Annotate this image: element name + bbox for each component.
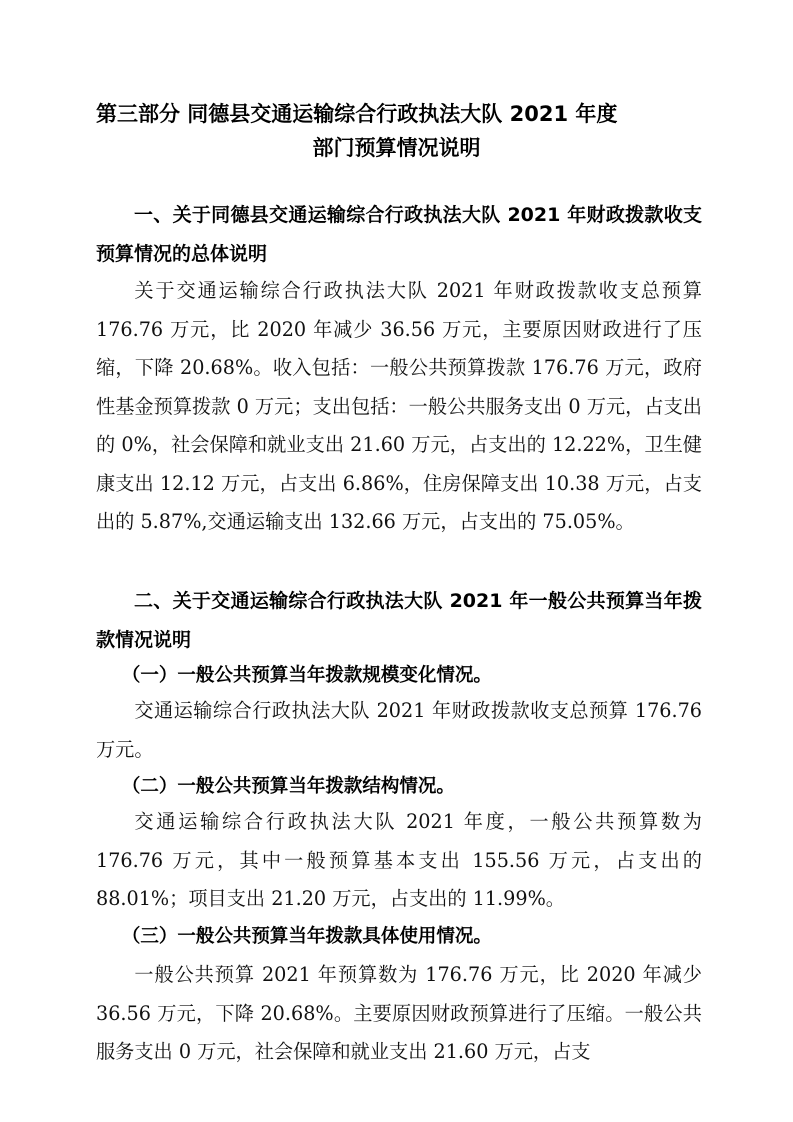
document-title-line-1: 第三部分 同德县交通运输综合行政执法大队 2021 年度: [96, 102, 618, 126]
subsection-2-1-body: 交通运输综合行政执法大队 2021 年财政拨款收支总预算 176.76 万元。: [96, 699, 702, 761]
subsection-2-3-heading: （三）一般公共预算当年拨款具体使用情况。: [121, 926, 492, 947]
section-1-body: 关于交通运输综合行政执法大队 2021 年财政拨款收支总预算 176.76 万元，比 2020 年减少 36.56 万元，主要原因财政进行了压缩，下降 20.68%。收入包括：一般公共预算拨款 176.76 万元，政府性基金预算拨款 0 万元；支出包括：一般公共服务支出 0 万元，占支出的 0%，社会保障和就业支出 21.60 万元，占支出的 12.22%，卫生健康支出 12.12 万元，占支出 6.86%，住房保障支出 10.38 万元，占支出的 5.87%,交通运输支出 132.66 万元，占支出的 75.05%。: [96, 279, 702, 533]
subsection-2-1-heading: （一）一般公共预算当年拨款规模变化情况。: [121, 665, 492, 686]
subsection-2-2-body: 交通运输综合行政执法大队 2021 年度，一般公共预算数为 176.76 万元，其中一般预算基本支出 155.56 万元，占支出的 88.01%；项目支出 21.20 万元，占支出的 11.99%。: [96, 810, 702, 910]
section-2-heading: 二、关于交通运输综合行政执法大队 2021 年一般公共预算当年拨款情况说明: [96, 590, 702, 651]
subsection-2-3-body: 一般公共预算 2021 年预算数为 176.76 万元，比 2020 年减少 36.56 万元，下降 20.68%。主要原因财政预算进行了压缩。一般公共服务支出 0 万元，社会保障和就业支出 21.60 万元，占支: [96, 963, 702, 1063]
document-title-line-2: 部门预算情况说明: [312, 136, 481, 160]
subsection-2-2-heading: （二）一般公共预算当年拨款结构情况。: [121, 776, 455, 797]
section-1-heading: 一、关于同德县交通运输综合行政执法大队 2021 年财政拨款收支预算情况的总体说明: [96, 204, 702, 265]
